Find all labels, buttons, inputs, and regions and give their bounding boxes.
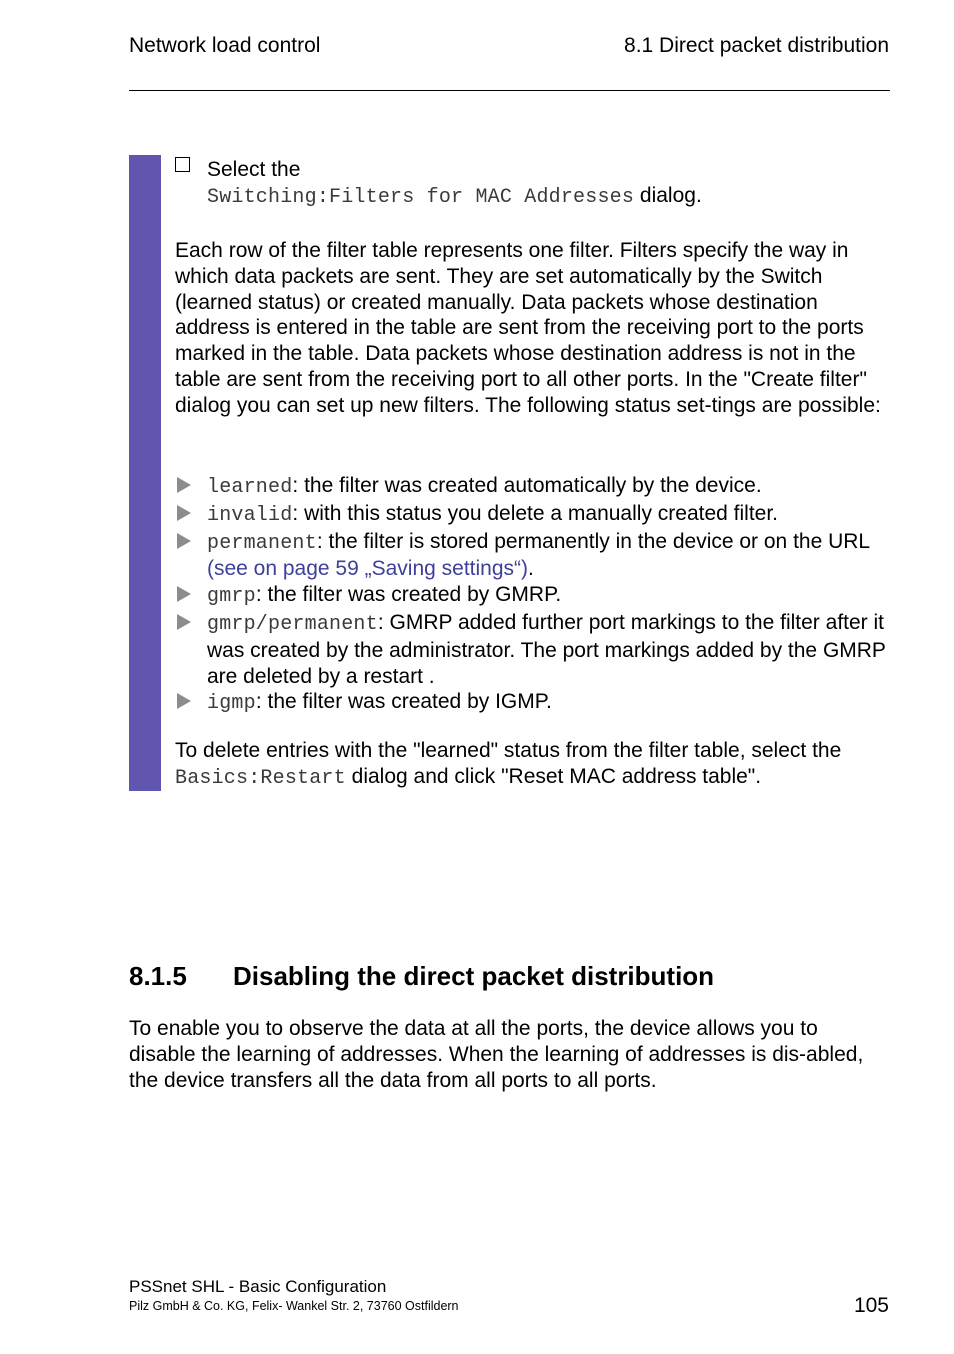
footer-company-address: Pilz GmbH & Co. KG, Felix- Wankel Str. 2, 73760 Ostfildern [129, 1299, 459, 1313]
restart-dialog-code: Basics:Restart [175, 766, 346, 790]
section-heading [129, 960, 714, 992]
section-paragraph: To enable you to observe the data at all the ports, the device allows you to disable the learning of addresses. When the learning of addresses is dis-abled, the device transfers all the data from all ports to all ports. [129, 1017, 864, 1092]
instruction-sidebar-bar [129, 155, 161, 791]
saving-settings-link[interactable]: (see on page 59 „Saving settings“) [207, 557, 529, 581]
status-description-tail: . [528, 557, 534, 581]
bullet-triangle-icon [177, 693, 191, 709]
status-item-invalid [175, 501, 891, 529]
status-description: : the filter was created by IGMP. [255, 690, 552, 714]
status-code: permanent [207, 531, 317, 555]
status-list [175, 473, 891, 717]
status-code: gmrp/permanent [207, 612, 378, 636]
bullet-triangle-icon [177, 505, 191, 521]
section-title: Disabling the direct packet distribution [233, 961, 715, 991]
status-code: invalid [207, 503, 293, 527]
section-number: 8.1.5 [129, 961, 187, 991]
status-description: : GMRP added further port markings to the filter after it was created by the administrator. The port markings added by the GMRP are deleted by a restart . [207, 610, 886, 688]
status-item-gmrp-permanent [175, 610, 891, 689]
status-item-gmrp [175, 582, 891, 610]
bullet-triangle-icon [177, 477, 191, 493]
status-item-learned [175, 473, 891, 501]
footer-document-title: PSSnet SHL - Basic Configuration [129, 1277, 387, 1296]
note-text: To delete entries with the "learned" status from the filter table, select the [175, 739, 842, 762]
running-header-left: Network load control [129, 34, 321, 57]
status-code: igmp [207, 692, 256, 716]
header-rule [129, 90, 890, 91]
status-code: learned [207, 476, 293, 499]
step-checkbox-icon [175, 157, 190, 172]
status-item-permanent [175, 529, 891, 583]
step-text: Select the [207, 158, 301, 181]
delete-entries-note [175, 738, 891, 792]
status-description: : with this status you delete a manually created filter. [292, 501, 779, 525]
bullet-triangle-icon [177, 586, 191, 602]
note-text-after: dialog and click "Reset MAC address table". [345, 764, 762, 788]
bullet-triangle-icon [177, 533, 191, 549]
step-instruction [207, 157, 887, 211]
step-text-after: dialog. [634, 183, 702, 207]
status-description: : the filter is stored permanently in the device or on the URL [316, 529, 870, 553]
status-description: : the filter was created automatically by the device. [292, 474, 762, 497]
status-item-igmp [175, 689, 891, 717]
status-code: gmrp [207, 585, 256, 609]
dialog-name-code: Switching:Filters for MAC Addresses [207, 185, 635, 209]
page-number: 105 [853, 1294, 889, 1317]
running-header-right: 8.1 Direct packet distribution [624, 34, 889, 57]
bullet-triangle-icon [177, 614, 191, 630]
status-description: : the filter was created by GMRP. [255, 583, 562, 607]
filter-table-description: Each row of the filter table represents one filter. Filters specify the way in which data packets are sent. They are set automatically by the Switch (learned status) or created manually. Data packets whose destination address is entered in the table are sent from the receiving port to the ports marked in the table. Data packets whose destination address is not in the table are sent from the receiving port to all other ports. In the "Create filter" dialog you can set up new filters. The following status set-tings are possible: [175, 239, 881, 417]
